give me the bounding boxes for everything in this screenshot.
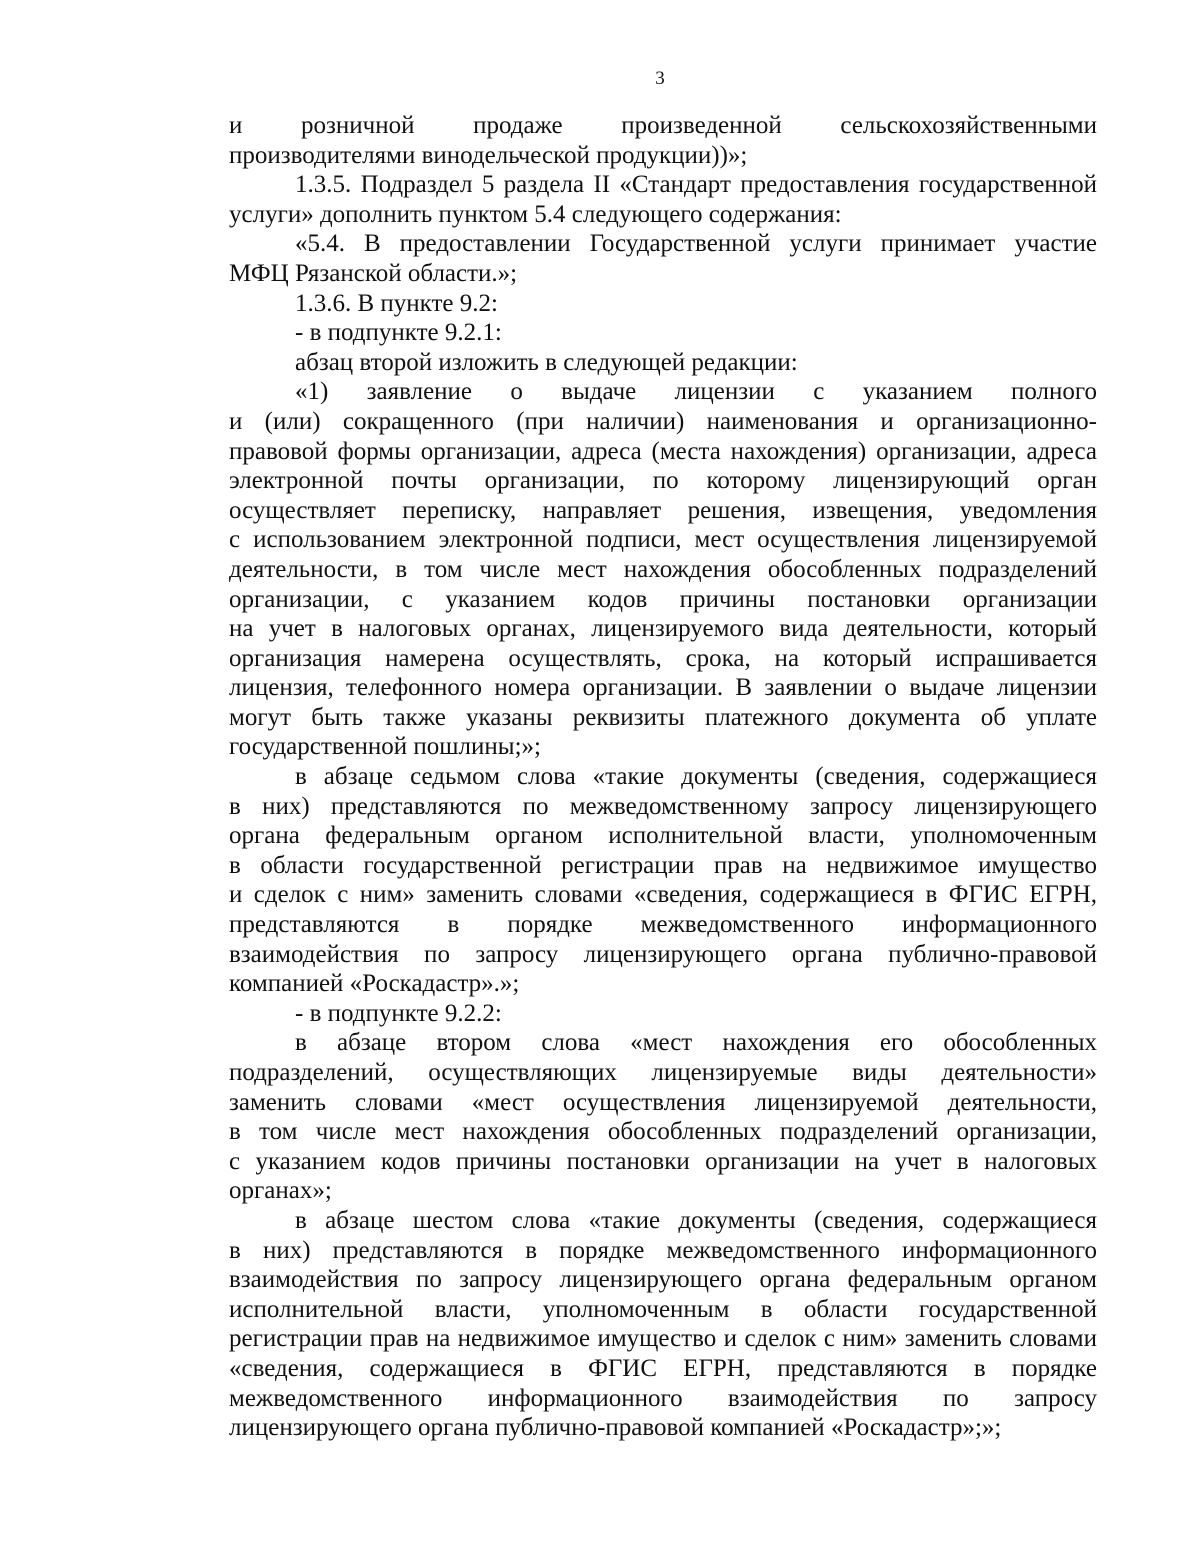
line-row xyxy=(229,880,1097,910)
line-row xyxy=(229,999,1097,1029)
line-row xyxy=(229,614,1097,644)
text-line: абзац второй изложить в следующей редакции: xyxy=(295,348,798,376)
line-row xyxy=(229,407,1097,437)
text-line: правовой формы организации, адреса (места нахождения) организации, адреса xyxy=(229,437,1097,465)
line-row xyxy=(229,1028,1097,1058)
text-line: организация намерена осуществлять, срока, на который испрашивается xyxy=(229,644,1097,672)
line-row xyxy=(229,673,1097,703)
text-line: исполнительной власти, уполномоченным в области государственной xyxy=(229,1295,1097,1323)
text-line: органа федеральным органом исполнительной власти, уполномоченным xyxy=(229,822,1097,850)
paragraph xyxy=(229,377,1097,762)
line-row xyxy=(229,1176,1097,1206)
text-line: регистрации прав на недвижимое имущество и сделок с ним» заменить словами xyxy=(229,1325,1097,1353)
paragraph xyxy=(229,999,1097,1029)
text-line: в абзаце втором слова «мест нахождения его обособленных xyxy=(295,1029,1097,1057)
text-line: с указанием кодов причины постановки организации на учет в налоговых xyxy=(229,1147,1097,1175)
text-line: в абзаце седьмом слова «такие документы (сведения, содержащиеся xyxy=(295,763,1097,791)
line-row xyxy=(229,1236,1097,1266)
text-line: лицензирующего органа публично-правовой компанией «Роскадастр»;»; xyxy=(229,1414,1002,1442)
line-row xyxy=(229,1147,1097,1177)
text-line: взаимодействия по запросу лицензирующего органа федеральным органом xyxy=(229,1266,1097,1294)
line-row xyxy=(229,821,1097,851)
paragraph xyxy=(229,348,1097,378)
text-line: государственной пошлины;»; xyxy=(229,733,541,761)
text-line: с использованием электронной подписи, мест осуществления лицензируемой xyxy=(229,526,1097,554)
line-row xyxy=(229,496,1097,526)
line-row xyxy=(229,1324,1097,1354)
line-row xyxy=(229,1295,1097,1325)
line-row xyxy=(229,910,1097,940)
text-line: в них) представляются по межведомственному запросу лицензирующего xyxy=(229,792,1097,820)
text-line: и (или) сокращенного (при наличии) наименования и организационно- xyxy=(229,407,1097,435)
text-line: и розничной продаже произведенной сельскохозяйственными xyxy=(229,112,1097,139)
text-line: подразделений, осуществляющих лицензируемые виды деятельности» xyxy=(229,1059,1097,1086)
line-row xyxy=(229,141,1097,171)
text-line: органах»; xyxy=(229,1177,332,1205)
line-row xyxy=(229,1265,1097,1295)
line-row xyxy=(229,851,1097,881)
text-line: межведомственного информационного взаимодействия по запросу xyxy=(229,1384,1097,1412)
text-line: могут быть также указаны реквизиты платежного документа об уплате xyxy=(229,703,1097,731)
line-row xyxy=(229,1384,1097,1414)
text-line: в них) представляются в порядке межведомственного информационного xyxy=(229,1236,1097,1264)
line-row xyxy=(229,1354,1097,1384)
line-row xyxy=(229,289,1097,319)
line-row xyxy=(229,348,1097,378)
line-row xyxy=(229,940,1097,970)
line-row xyxy=(229,259,1097,289)
text-line: «сведения, содержащиеся в ФГИС ЕГРН, представляются в порядке xyxy=(229,1354,1097,1382)
text-line: деятельности, в том числе мест нахождения обособленных подразделений xyxy=(229,555,1097,583)
line-row xyxy=(229,377,1097,407)
line-row xyxy=(229,1088,1097,1118)
paragraph xyxy=(229,289,1097,319)
line-row xyxy=(229,318,1097,348)
line-row xyxy=(229,585,1097,615)
line-row xyxy=(229,732,1097,762)
paragraph xyxy=(229,318,1097,348)
line-row xyxy=(229,969,1097,999)
text-line: лицензия, телефонного номера организации. В заявлении о выдаче лицензии xyxy=(229,674,1097,702)
text-line: осуществляет переписку, направляет решения, извещения, уведомления xyxy=(229,496,1097,524)
line-row xyxy=(229,200,1097,230)
text-line: МФЦ Рязанской области.»; xyxy=(229,259,518,287)
line-row xyxy=(229,703,1097,733)
line-row xyxy=(229,555,1097,585)
document-body xyxy=(229,111,1097,1443)
text-line: «5.4. В предоставлении Государственной услуги принимает участие xyxy=(295,230,1097,258)
line-row xyxy=(229,1117,1097,1147)
line-row xyxy=(229,762,1097,792)
paragraph xyxy=(229,111,1097,170)
text-line: в том числе мест нахождения обособленных подразделений организации, xyxy=(229,1118,1097,1146)
line-row xyxy=(229,525,1097,555)
paragraph xyxy=(229,229,1097,288)
text-line: организации, с указанием кодов причины постановки организации xyxy=(229,585,1097,613)
line-row xyxy=(229,792,1097,822)
page-number: 3 xyxy=(655,68,665,89)
text-line: в области государственной регистрации прав на недвижимое имущество xyxy=(229,851,1097,879)
text-line: на учет в налоговых органах, лицензируемого вида деятельности, который xyxy=(229,615,1097,643)
text-line: электронной почты организации, по которому лицензирующий орган xyxy=(229,467,1097,495)
text-line: производителями винодельческой продукции))»; xyxy=(229,141,748,169)
line-row xyxy=(229,644,1097,674)
text-line: «1) заявление о выдаче лицензии с указанием полного xyxy=(295,378,1097,406)
text-line: в абзаце шестом слова «такие документы (сведения, содержащиеся xyxy=(295,1206,1097,1234)
text-line: услуги» дополнить пунктом 5.4 следующего содержания: xyxy=(229,200,842,228)
line-row xyxy=(229,1206,1097,1236)
text-line: - в подпункте 9.2.2: xyxy=(295,999,502,1027)
text-line: и сделок с ним» заменить словами «сведения, содержащиеся в ФГИС ЕГРН, xyxy=(229,881,1097,909)
text-line: компанией «Роскадастр».»; xyxy=(229,970,520,998)
text-line: 1.3.5. Подраздел 5 раздела II «Стандарт предоставления государственной xyxy=(295,171,1097,199)
paragraph xyxy=(229,170,1097,229)
text-line: взаимодействия по запросу лицензирующего органа публично-правовой xyxy=(229,940,1097,968)
text-line: представляются в порядке межведомственного информационного xyxy=(229,911,1097,939)
text-line: 1.3.6. В пункте 9.2: xyxy=(295,289,498,317)
line-row xyxy=(229,1058,1097,1088)
paragraph xyxy=(229,1028,1097,1206)
line-row xyxy=(229,170,1097,200)
paragraph xyxy=(229,1206,1097,1443)
line-row xyxy=(229,1413,1097,1443)
line-row xyxy=(229,229,1097,259)
line-row xyxy=(229,466,1097,496)
text-line: - в подпункте 9.2.1: xyxy=(295,319,502,347)
line-row xyxy=(229,437,1097,467)
line-row xyxy=(229,111,1097,141)
text-line: заменить словами «мест осуществления лицензируемой деятельности, xyxy=(229,1088,1097,1116)
paragraph xyxy=(229,762,1097,999)
